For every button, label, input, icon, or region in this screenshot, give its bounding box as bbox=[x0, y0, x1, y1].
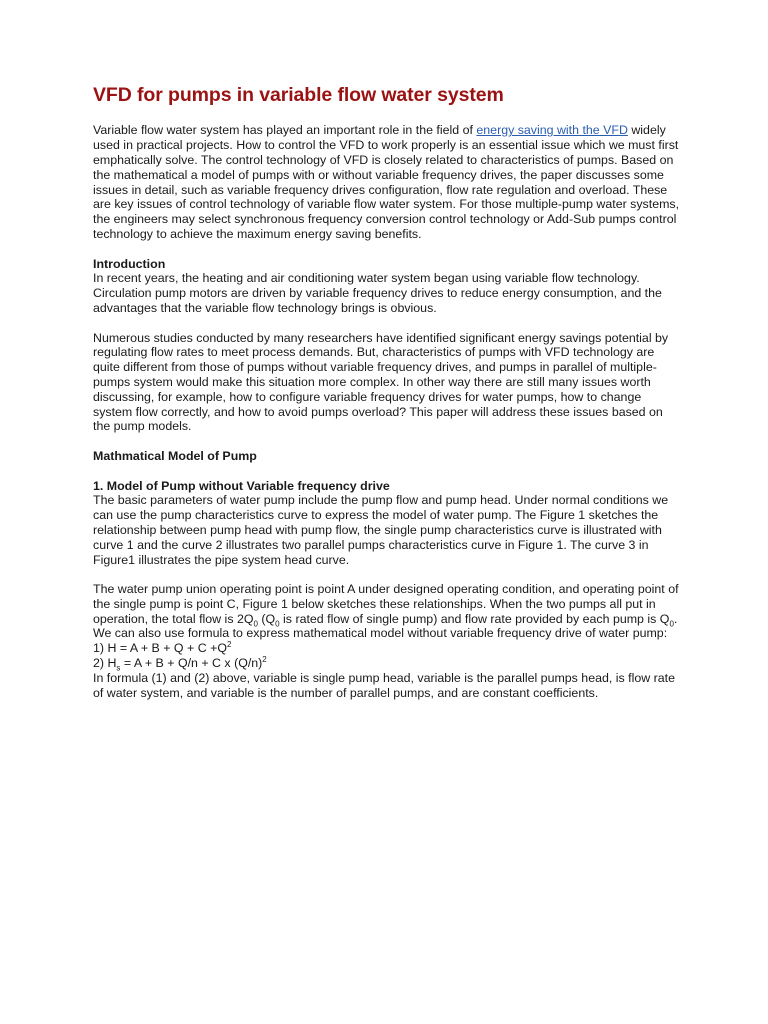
model-paragraph-2 bbox=[93, 582, 683, 641]
paragraph-spacer bbox=[93, 434, 683, 449]
paragraph-spacer bbox=[93, 567, 683, 582]
model-paragraph-1: The basic parameters of water pump include the pump flow and pump head. Under normal conditions we can use the pump characteristics curve to express the model of water pump. The Figure 1 sketches the relationship between pump head with pump flow, the single pump characteristics curve is illustrated with curve 1 and the curve 2 illustrates two parallel pumps characteristics curve in Figure 1. The curve 3 in Figure1 illustrates the pipe system head curve. bbox=[93, 493, 669, 567]
formula-1 bbox=[93, 641, 683, 656]
model-heading: Mathmatical Model of Pump bbox=[93, 448, 257, 463]
energy-saving-vfd-link[interactable]: energy saving with the VFD bbox=[476, 123, 628, 138]
paragraph-spacer bbox=[93, 464, 683, 479]
paragraph-spacer bbox=[93, 316, 683, 331]
superscript-two: 2 bbox=[226, 640, 232, 650]
formula-2-text-a: 2) H bbox=[93, 656, 117, 671]
model-subheading: 1. Model of Pump without Variable frequency drive bbox=[93, 478, 390, 493]
model-paragraph-3: In formula (1) and (2) above, variable is single pump head, variable is the parallel pumps head, is flow rate of water system, and variable is the number of parallel pumps, and are constant coefficients. bbox=[93, 670, 675, 700]
subscript-s: s bbox=[116, 663, 121, 673]
introduction-paragraph-1: In recent years, the heating and air conditioning water system began using variable flow technology. Circulation pump motors are driven by variable frequency drives to reduce energy consumption, and the advantages that the variable flow technology brings is obvious. bbox=[93, 271, 662, 315]
paragraph-spacer bbox=[93, 242, 683, 257]
subscript-zero: 0 bbox=[669, 619, 674, 629]
formula-1-text: 1) H = A + B + Q + C +Q bbox=[93, 641, 227, 656]
model-p2-text-d: . We can also use formula to express mathematical model without variable frequency drive of water pump: bbox=[93, 611, 678, 641]
subscript-zero: 0 bbox=[275, 619, 280, 629]
page-title: VFD for pumps in variable flow water system bbox=[93, 84, 504, 106]
introduction-heading: Introduction bbox=[93, 256, 166, 271]
superscript-two: 2 bbox=[262, 654, 267, 664]
subscript-zero: 0 bbox=[253, 619, 258, 629]
formula-2 bbox=[93, 656, 683, 671]
introduction-paragraph-2: Numerous studies conducted by many researchers have identified significant energy savings potential by regulating flow rates to meet process demands. But, characteristics of pumps with VFD technology are quite different from those of pumps without variable frequency drives, and pumps in parallel of multiple-pumps system would make this situation more complex. In other way there are still many issues worth discussing, for example, how to configure variable frequency drives for water pumps, how to change system flow correctly, and how to avoid pumps overload? This paper will address these issues based on the pump models. bbox=[93, 330, 669, 434]
formula-2-text-b: = A + B + Q/n + C x (Q/n) bbox=[120, 656, 263, 671]
model-p2-text-c: is rated flow of single pump) and flow rate provided by each pump is Q bbox=[279, 611, 670, 626]
model-p2-text-b: (Q bbox=[257, 611, 276, 626]
intro-text-before-link: Variable flow water system has played an important role in the field of bbox=[93, 123, 477, 138]
model-p2-text-a: The water pump union operating point is point A under designed operating condition, and operating point of the single pump is point C, Figure 1 below sketches these relationships. When the two pumps all put in operation, the total flow is 2Q bbox=[93, 582, 679, 626]
intro-paragraph bbox=[93, 123, 683, 241]
intro-text-after-link: widely used in practical projects. How to control the VFD to work properly is an essential issue which we must first emphatically solve. The control technology of VFD is closely related to characteristics of pumps. Based on the mathematical a model of pumps with or without variable frequency drives, the paper discusses some issues in detail, such as variable frequency drives configuration, flow rate regulation and overload. These are key issues of control technology of variable flow water system. For those multiple-pump water systems, the engineers may select synchronous frequency conversion control technology or Add-Sub pumps control technology to achieve the maximum energy saving benefits. bbox=[93, 123, 680, 241]
document-page bbox=[93, 84, 683, 700]
